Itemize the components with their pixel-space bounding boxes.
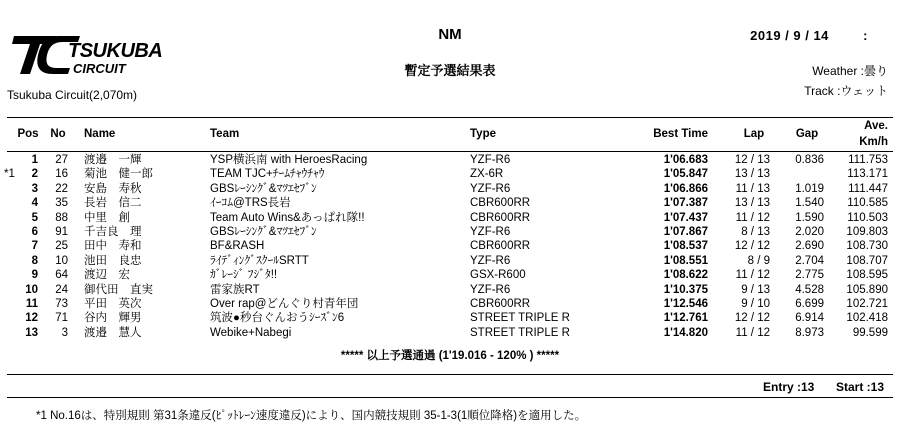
cell-ave: 113.171 bbox=[847, 168, 888, 181]
cell-lap: 12 / 12 bbox=[734, 312, 770, 325]
cell-ave: 108.730 bbox=[846, 240, 888, 253]
cell-best: 1'14.820 bbox=[663, 326, 708, 339]
cell-pos: 5 bbox=[31, 211, 38, 224]
cell-no: 64 bbox=[55, 269, 68, 282]
time-value: : bbox=[863, 28, 868, 43]
table-bottom-rule bbox=[7, 374, 893, 375]
cell-gap: 4.528 bbox=[795, 283, 824, 296]
cell-gap: 1.540 bbox=[795, 197, 824, 210]
cell-gap: 8.973 bbox=[795, 326, 824, 339]
cell-best: 1'08.551 bbox=[663, 254, 708, 267]
entry-count: Entry :13 bbox=[763, 380, 815, 394]
cell-ave: 99.599 bbox=[852, 326, 888, 339]
cell-team: GBSﾚｰｼﾝｸﾞ&ﾏﾂｴｾﾌﾞﾝ bbox=[210, 226, 317, 238]
cell-name: 渡邉 慧人 bbox=[84, 326, 142, 339]
cell-name: 長岩 信二 bbox=[84, 197, 142, 210]
cell-name: 千吉良 理 bbox=[84, 226, 142, 238]
cell-gap: 0.836 bbox=[795, 154, 824, 166]
cell-lap: 8 / 9 bbox=[747, 254, 770, 267]
cell-ave: 102.418 bbox=[846, 312, 888, 325]
cell-pos: 2 bbox=[31, 168, 38, 181]
cell-gap: 6.914 bbox=[795, 312, 824, 325]
cell-best: 1'07.867 bbox=[663, 226, 708, 238]
cell-team: YSP横浜南 with HeroesRacing bbox=[210, 154, 368, 166]
table-row bbox=[0, 283, 900, 297]
date-label bbox=[750, 28, 868, 43]
cell-note: *1 bbox=[4, 168, 15, 181]
cell-best: 1'08.622 bbox=[663, 269, 708, 282]
cell-ave: 111.447 bbox=[848, 182, 888, 195]
cell-pos: 6 bbox=[31, 226, 38, 238]
col-type: Type bbox=[470, 128, 496, 140]
cell-pos: 3 bbox=[31, 182, 38, 195]
cell-name: 安島 寿秋 bbox=[84, 182, 142, 195]
cell-no: 91 bbox=[55, 226, 68, 238]
cell-best: 1'07.387 bbox=[663, 197, 708, 210]
cell-no: 88 bbox=[55, 211, 68, 224]
table-row bbox=[0, 239, 900, 253]
cell-best: 1'05.847 bbox=[663, 168, 708, 181]
col-name: Name bbox=[84, 128, 116, 140]
table-top-rule bbox=[7, 117, 893, 118]
svg-text:CIRCUIT: CIRCUIT bbox=[73, 61, 126, 76]
cell-no: 27 bbox=[55, 154, 68, 166]
cell-ave: 109.803 bbox=[846, 226, 888, 238]
cell-type: ZX-6R bbox=[470, 168, 504, 181]
cell-best: 1'07.437 bbox=[663, 211, 708, 224]
cell-team: ｲｰｺﾑ@TRS長岩 bbox=[210, 197, 291, 210]
table-row bbox=[0, 167, 900, 181]
cell-name: 渡邉 一輝 bbox=[84, 154, 142, 166]
cell-team: TEAM TJC+ﾁｰﾑﾁｬｳﾁｬｳ bbox=[210, 168, 325, 181]
cell-no: 71 bbox=[55, 312, 68, 325]
cell-type: GSX-R600 bbox=[470, 269, 526, 282]
cell-no: 35 bbox=[55, 197, 68, 210]
cell-ave: 110.503 bbox=[847, 211, 888, 224]
col-gap: Gap bbox=[795, 128, 819, 140]
cell-type: STREET TRIPLE R bbox=[470, 312, 570, 325]
cell-gap: 2.775 bbox=[795, 269, 824, 282]
cell-ave: 108.707 bbox=[846, 254, 888, 267]
cell-name: 平田 英次 bbox=[84, 298, 142, 310]
cell-gap: 6.699 bbox=[795, 298, 824, 310]
cell-pos: 10 bbox=[25, 283, 38, 296]
date-value: 2019 / 9 / 14 bbox=[750, 28, 829, 43]
cell-type: YZF-R6 bbox=[470, 154, 511, 166]
cell-team: Webike+Nabegi bbox=[210, 326, 292, 339]
table-row bbox=[0, 297, 900, 311]
cell-pos: 9 bbox=[31, 269, 38, 282]
cell-name: 渡辺 宏 bbox=[84, 269, 130, 282]
weather-label: Weather :曇り bbox=[812, 64, 888, 78]
table-row bbox=[0, 268, 900, 282]
cell-best: 1'06.866 bbox=[663, 182, 708, 195]
cell-no: 16 bbox=[55, 168, 68, 181]
cell-team: Over rap@どんぐり村青年団 bbox=[210, 298, 359, 310]
cell-pos: 12 bbox=[25, 312, 38, 325]
cell-team: ﾗｲﾃﾞｨﾝｸﾞｽｸｰﾙSRTT bbox=[210, 254, 309, 267]
cell-name: 菊池 健一郎 bbox=[84, 168, 153, 181]
cell-team: 筑波●秒台ぐんおうｼｰｽﾞﾝ6 bbox=[210, 312, 345, 325]
cell-no: 22 bbox=[55, 182, 68, 195]
table-header-ave-2 bbox=[0, 135, 900, 149]
cell-team: GBSﾚｰｼﾝｸﾞ&ﾏﾂｴｾﾌﾞﾝ bbox=[210, 182, 317, 195]
cell-pos: 4 bbox=[31, 197, 38, 210]
venue-label: Tsukuba Circuit(2,070m) bbox=[7, 88, 138, 102]
cell-name: 池田 良忠 bbox=[84, 254, 142, 267]
col-lap: Lap bbox=[743, 128, 765, 140]
cell-gap: 2.690 bbox=[795, 240, 824, 253]
cell-name: 田中 寿和 bbox=[84, 240, 142, 253]
cell-lap: 11 / 12 bbox=[735, 326, 770, 339]
table-row bbox=[0, 196, 900, 210]
cell-lap: 9 / 10 bbox=[741, 298, 770, 310]
cell-ave: 110.585 bbox=[847, 197, 888, 210]
cell-team: 雷家族RT bbox=[210, 283, 260, 296]
cell-lap: 11 / 13 bbox=[735, 182, 770, 195]
cell-best: 1'10.375 bbox=[663, 283, 708, 296]
cell-ave: 111.753 bbox=[848, 154, 888, 166]
class-name: NM bbox=[438, 26, 462, 43]
cell-lap: 13 / 13 bbox=[734, 197, 770, 210]
cell-lap: 11 / 12 bbox=[735, 269, 770, 282]
cell-no: 10 bbox=[55, 254, 68, 267]
cell-team: BF&RASH bbox=[210, 240, 265, 253]
col-kmh: Km/h bbox=[859, 136, 888, 148]
cell-ave: 102.721 bbox=[846, 298, 888, 310]
cell-pos: 8 bbox=[31, 254, 38, 267]
table-row bbox=[0, 211, 900, 225]
cell-gap: 2.020 bbox=[795, 226, 824, 238]
cell-type: CBR600RR bbox=[470, 197, 531, 210]
cell-type: CBR600RR bbox=[470, 240, 531, 253]
footnote: *1 No.16は、特別規則 第31条違反(ﾋﾟｯﾄﾚｰﾝ速度違反)により、国内競技規則 35-1-3(1順位降格)を適用した。 bbox=[36, 410, 587, 422]
cell-type: YZF-R6 bbox=[470, 254, 511, 267]
col-team: Team bbox=[210, 128, 240, 140]
cell-type: CBR600RR bbox=[470, 211, 531, 224]
cell-gap: 1.590 bbox=[795, 211, 824, 224]
track-label: Track :ウェット bbox=[804, 84, 888, 98]
cell-gap: 2.704 bbox=[795, 254, 824, 267]
cell-pos: 11 bbox=[25, 298, 38, 310]
table-row bbox=[0, 326, 900, 340]
cell-ave: 105.890 bbox=[846, 283, 888, 296]
document-title: 暫定予選結果表 bbox=[404, 63, 496, 78]
cell-no: 25 bbox=[55, 240, 68, 253]
cell-lap: 8 / 13 bbox=[741, 226, 770, 238]
cell-best: 1'12.546 bbox=[663, 298, 708, 310]
cell-no: 73 bbox=[55, 298, 68, 310]
cell-type: YZF-R6 bbox=[470, 226, 511, 238]
cell-best: 1'12.761 bbox=[663, 312, 708, 325]
cell-type: CBR600RR bbox=[470, 298, 531, 310]
cell-name: 谷内 輝男 bbox=[84, 312, 142, 325]
cell-type: YZF-R6 bbox=[470, 182, 511, 195]
col-ave: Ave. bbox=[864, 120, 888, 132]
cell-team: ｶﾞﾚｰｼﾞ ﾌｼﾞﾀ!! bbox=[210, 269, 278, 282]
cell-pos: 7 bbox=[31, 240, 38, 253]
cell-team: Team Auto Wins&あっぱれ隊!! bbox=[210, 211, 365, 224]
cell-best: 1'06.683 bbox=[663, 154, 708, 166]
cell-name: 中里 創 bbox=[84, 211, 130, 224]
table-row bbox=[0, 225, 900, 239]
cell-type: YZF-R6 bbox=[470, 283, 511, 296]
cell-no: 24 bbox=[55, 283, 68, 296]
table-row bbox=[0, 153, 900, 167]
cell-lap: 11 / 12 bbox=[735, 211, 770, 224]
qualify-line: ***** 以上予選通過 (1'19.016 - 120% ) ***** bbox=[340, 350, 560, 362]
col-pos: Pos bbox=[17, 128, 39, 140]
col-no: No bbox=[50, 128, 66, 140]
start-count: Start :13 bbox=[836, 380, 885, 394]
table-header-rule bbox=[7, 151, 893, 152]
cell-type: STREET TRIPLE R bbox=[470, 326, 570, 339]
cell-ave: 108.595 bbox=[846, 269, 888, 282]
cell-lap: 12 / 12 bbox=[734, 240, 770, 253]
table-row bbox=[0, 254, 900, 268]
table-row bbox=[0, 311, 900, 325]
cell-best: 1'08.537 bbox=[663, 240, 708, 253]
cell-lap: 9 / 13 bbox=[741, 283, 770, 296]
table-header-ave-1 bbox=[0, 119, 900, 133]
cell-lap: 12 / 13 bbox=[734, 154, 770, 166]
table-row bbox=[0, 182, 900, 196]
svg-text:TSUKUBA: TSUKUBA bbox=[68, 40, 163, 62]
cell-lap: 13 / 13 bbox=[734, 168, 770, 181]
cell-no: 3 bbox=[61, 326, 68, 339]
footer-rule bbox=[7, 397, 893, 398]
cell-pos: 13 bbox=[25, 326, 38, 339]
cell-name: 御代田 直実 bbox=[84, 283, 153, 296]
cell-pos: 1 bbox=[31, 154, 38, 166]
cell-gap: 1.019 bbox=[795, 182, 824, 195]
col-best-time: Best Time bbox=[653, 128, 708, 140]
